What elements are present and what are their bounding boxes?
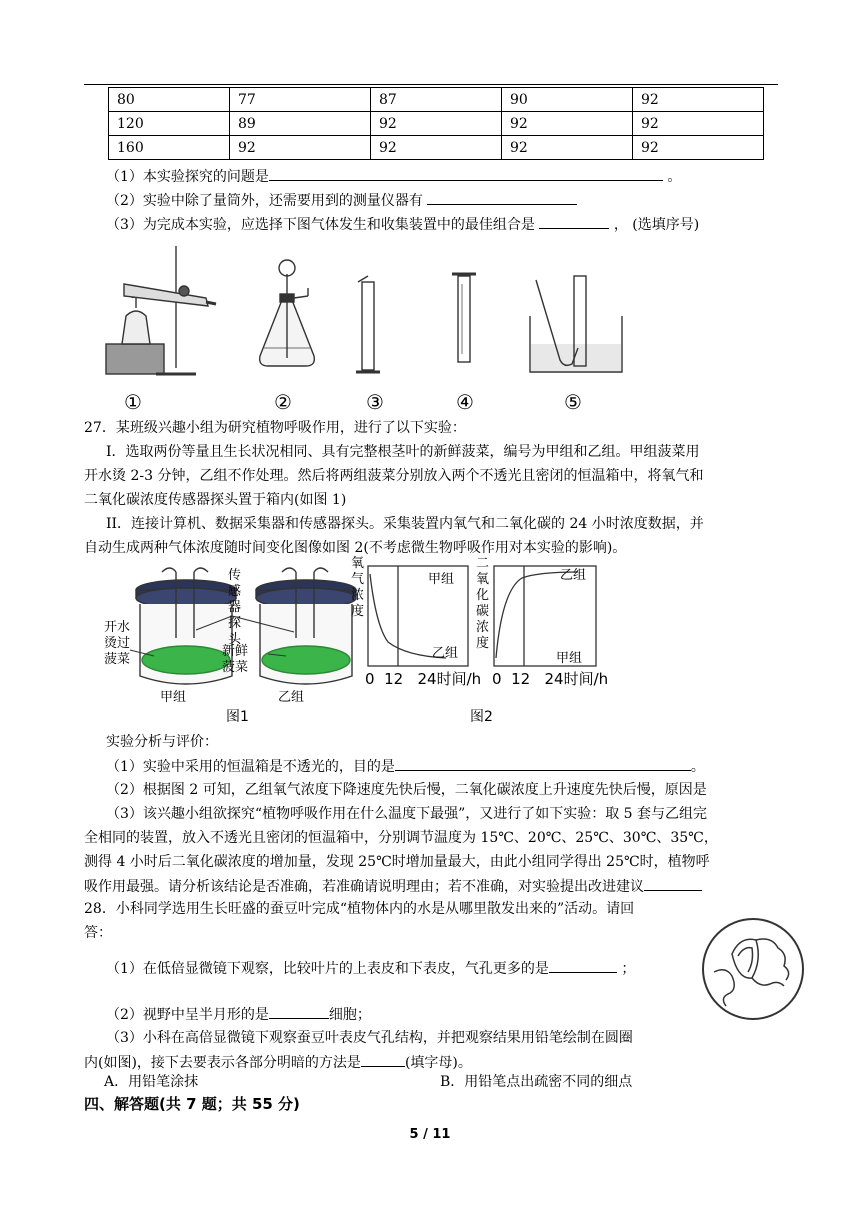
q28-part3-line2: 内(如图)，接下去要表示各部分明暗的方法是 (填字母)。 <box>84 1052 472 1073</box>
q28-stem-line1: 28．小科同学选用生长旺盛的蚕豆叶完成“植物体内的水是从哪里散发出来的”活动。请回 <box>84 901 635 917</box>
label-2: ② <box>274 390 292 414</box>
q26-part2: （2）实验中除了量筒外，还需要用到的测量仪器有 <box>106 190 577 211</box>
table-cell: 92 <box>633 136 764 160</box>
co2-label-yi: 乙组 <box>560 568 587 583</box>
q27-analysis3-line4: 吸作用最强。请分析该结论是否准确，若准确请说明理由；若不准确，对实验提出改进建议 <box>84 876 702 897</box>
o2-label-jia: 甲组 <box>428 572 455 587</box>
label-group-yi: 乙组 <box>278 690 305 705</box>
table-cell: 77 <box>230 88 371 112</box>
label-sensor-probe: 传 感 器 探 头 <box>228 568 242 647</box>
table-cell: 92 <box>502 112 633 136</box>
q26-part1: （1）本实验探究的问题是 。 <box>106 166 681 187</box>
option-a[interactable]: A．用铅笔涂抹 <box>104 1074 199 1090</box>
analysis-heading: 实验分析与评价： <box>106 734 218 750</box>
label-5: ⑤ <box>564 390 582 414</box>
q27-stem: 27．某班级兴趣小组为研究植物呼吸作用，进行了以下实验： <box>84 420 466 436</box>
table-cell: 90 <box>502 88 633 112</box>
answer-blank[interactable] <box>427 190 577 205</box>
co2-curve-yi <box>496 572 578 658</box>
co2-x-axis: 0 12 24时间/h <box>492 670 609 688</box>
answer-blank[interactable] <box>395 756 691 771</box>
answer-blank[interactable] <box>269 1004 329 1019</box>
table-cell: 160 <box>109 136 230 160</box>
table-cell: 92 <box>371 136 502 160</box>
q27-analysis1: （1）实验中采用的恒温箱是不透光的，目的是 。 <box>106 756 705 777</box>
label-group-jia: 甲组 <box>160 690 187 705</box>
q27-analysis3-line2: 全相同的装置，放入不透光且密闭的恒温箱中，分别调节温度为 15℃、20℃、25℃、30℃、35℃， <box>84 830 718 846</box>
section-heading: 四、解答题(共 7 题；共 55 分) <box>84 1095 300 1113</box>
o2-ylabel: 氧 气 浓 度 <box>351 556 365 619</box>
answer-blank[interactable] <box>539 214 609 229</box>
table-row <box>109 136 764 160</box>
table-cell: 89 <box>230 112 371 136</box>
option-b[interactable]: B．用铅笔点出疏密不同的细点 <box>440 1074 633 1090</box>
q28-part1: （1）在低倍显微镜下观察，比较叶片的上表皮和下表皮，气孔更多的是 ； <box>106 958 635 979</box>
table-cell: 92 <box>371 112 502 136</box>
table-cell: 120 <box>109 112 230 136</box>
answer-blank[interactable] <box>269 166 663 181</box>
co2-label-jia: 甲组 <box>556 651 583 666</box>
header-rule <box>84 84 778 85</box>
q27-analysis2: （2）根据图 2 可知，乙组氧气浓度下降速度先快后慢，二氧化碳浓度上升速度先快后慢，原因是 <box>106 782 707 798</box>
q28-part2: （2）视野中呈半月形的是 细胞； <box>106 1004 371 1025</box>
q26-part3: （3）为完成本实验，应选择下图气体发生和收集装置中的最佳组合是 ， (选填序号) <box>106 214 699 235</box>
page-number: 5 / 11 <box>409 1127 451 1142</box>
co2-ylabel: 二 氧 化 碳 浓 度 <box>476 556 490 651</box>
answer-blank[interactable] <box>549 958 617 973</box>
q27-step1-line2: 开水烫 2-3 分钟，乙组不作处理。然后将两组菠菜分别放入两个不透光且密闭的恒温箱中，将氧气和 <box>84 468 704 484</box>
answer-blank[interactable] <box>361 1052 405 1067</box>
wood-block <box>106 344 164 374</box>
figure1-caption: 图1 <box>226 709 249 725</box>
label-1: ① <box>124 390 142 414</box>
q27-step2-line1: II．连接计算机、数据采集器和传感器探头。采集装置内氧气和二氧化碳的 24 小时浓度数据，并 <box>106 516 704 532</box>
q27-analysis3-line3: 测得 4 小时后二氧化碳浓度的增加量，发现 25℃时增加量最大，由此小组同学得出 25℃时，植物呼 <box>84 854 710 870</box>
o2-x-axis: 0 12 24时间/h <box>365 670 482 688</box>
apparatus-figure <box>96 236 636 414</box>
table-cell: 92 <box>633 112 764 136</box>
label-boiled-spinach: 开水 烫过 菠菜 <box>104 620 131 667</box>
table-row <box>109 88 764 112</box>
answer-blank[interactable] <box>644 876 702 891</box>
table-cell: 87 <box>371 88 502 112</box>
table-cell: 92 <box>633 88 764 112</box>
table-cell: 80 <box>109 88 230 112</box>
q27-step2-line2: 自动生成两种气体浓度随时间变化图像如图 2(不考虑微生物呼吸作用对本实验的影响)。 <box>84 540 627 556</box>
data-table <box>108 87 764 160</box>
q28-part3-line1: （3）小科在高倍显微镜下观察蚕豆叶表皮气孔结构，并把观察结果用铅笔绘制在圆圈 <box>106 1030 633 1046</box>
q28-stem-line2: 答： <box>84 925 112 941</box>
label-fresh-spinach: 新鲜 菠菜 <box>222 644 249 675</box>
label-3: ③ <box>366 390 384 414</box>
q27-step1-line1: I．选取两份等量且生长状况相同、具有完整根茎叶的新鲜菠菜，编号为甲组和乙组。甲组菠菜用 <box>106 444 700 460</box>
label-4: ④ <box>456 390 474 414</box>
stomata-drawing <box>698 914 810 1024</box>
o2-label-yi: 乙组 <box>432 646 459 661</box>
q27-analysis3-line1: （3）该兴趣小组欲探究“植物呼吸作用在什么温度下最强”，又进行了如下实验：取 5 套与乙组完 <box>106 806 708 822</box>
table-row <box>109 112 764 136</box>
figure2-caption: 图2 <box>470 709 493 725</box>
table-cell: 92 <box>502 136 633 160</box>
q27-step1-line3: 二氧化碳浓度传感器探头置于箱内(如图 1) <box>84 492 347 508</box>
table-cell: 92 <box>230 136 371 160</box>
